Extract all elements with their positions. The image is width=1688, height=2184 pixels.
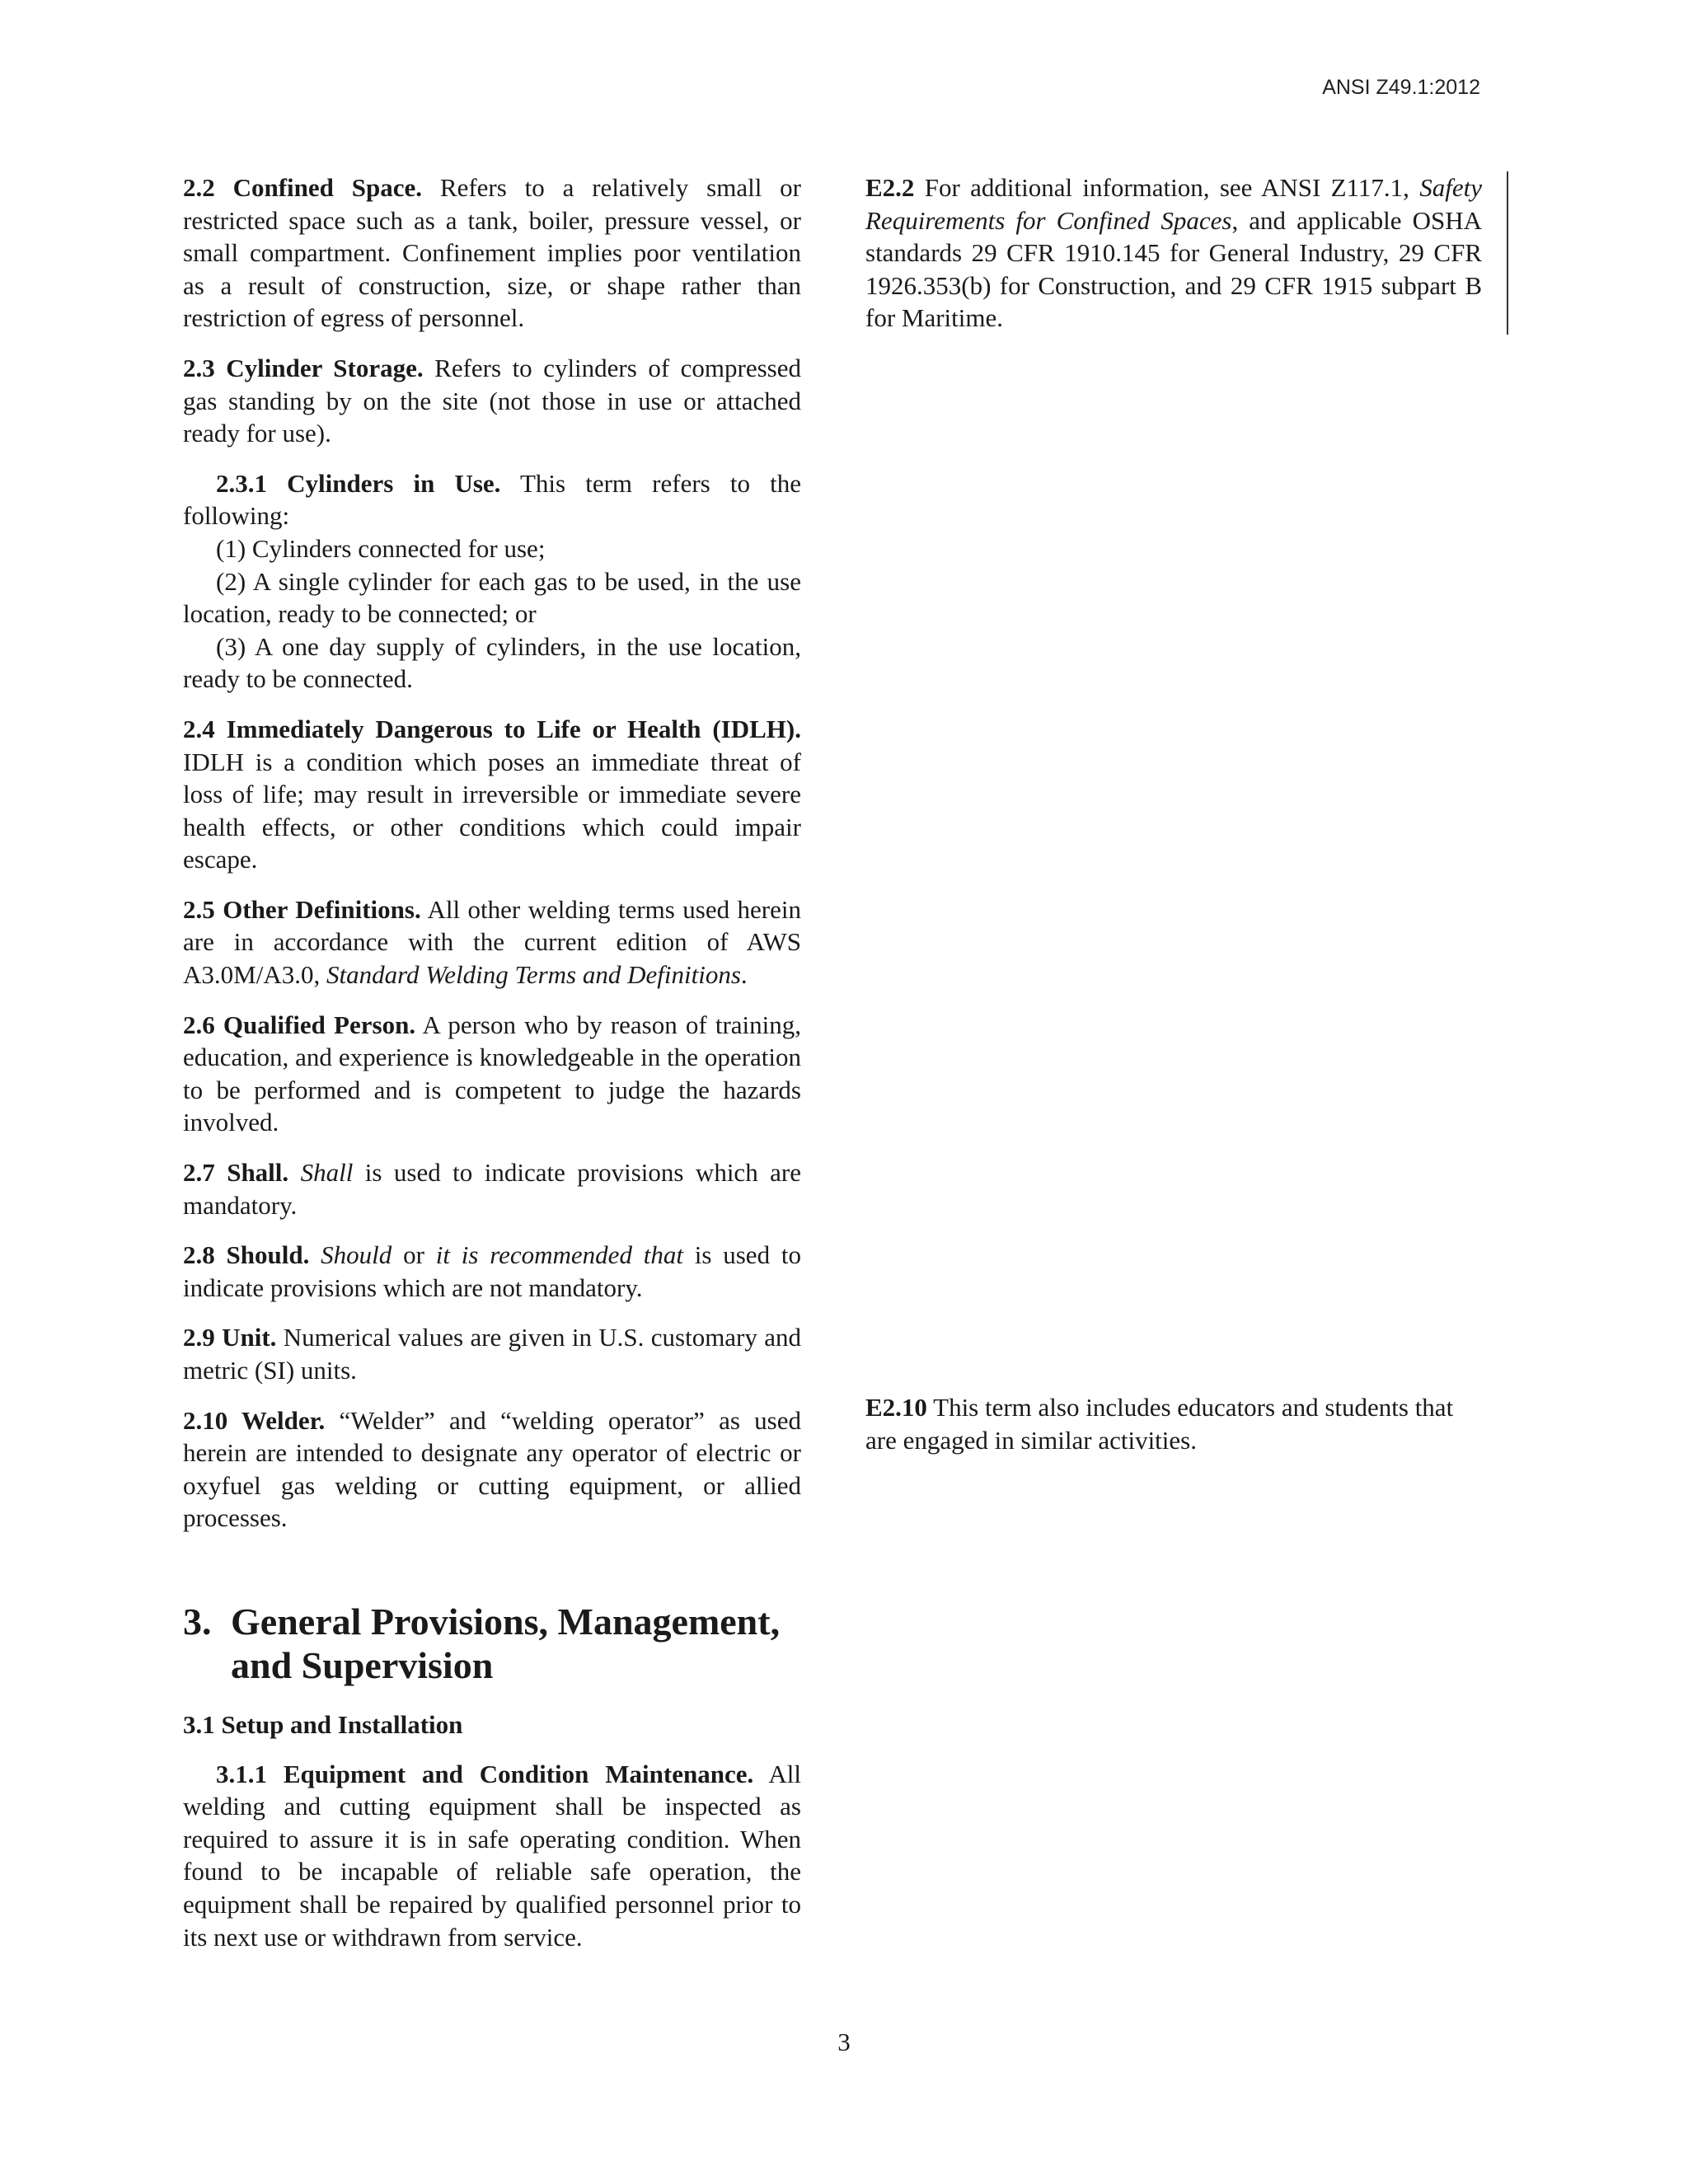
- definition-label: 2.7 Shall.: [183, 1158, 289, 1188]
- note-label: E2.2: [865, 173, 915, 202]
- definition-2-4: [183, 713, 801, 876]
- definition-text: All welding and cutting equipment shall be inspected as required to assure it is in safe operating condition. When found to be incapable of reliable safe operation, the equipment shall be repaired by qualified personnel prior to its next use or withdrawn from service.: [183, 1759, 801, 1952]
- list-item: (3) A one day supply of cylinders, in the use location, ready to be connected.: [183, 631, 801, 694]
- definition-label: 2.2 Confined Space.: [183, 173, 423, 202]
- definition-label: 2.5 Other Definitions.: [183, 894, 421, 924]
- term-emphasis: Should: [309, 1240, 392, 1270]
- definition-text: Numerical values are given in U.S. customary and metric (SI) units.: [183, 1323, 801, 1385]
- definition-2-6: [183, 1009, 801, 1139]
- note-body: For additional information, see ANSI Z117.1,: [914, 173, 1420, 202]
- definition-2-10: [183, 1404, 801, 1535]
- definition-text: is used to indicate provisions which are not mandatory.: [183, 1240, 801, 1302]
- term-emphasis: it is recommended that: [435, 1240, 683, 1270]
- definition-text-end: .: [740, 960, 748, 990]
- note-body: , and applicable OSHA standards 29 CFR 1910.145 for General Industry, 29 CFR 1926.353(b) for Construction, and 29 CFR 1915 subpart B for Maritime.: [865, 205, 1482, 333]
- definition-2-2: [183, 171, 801, 335]
- document-title-reference: Safety Requirements for Confined Spaces: [865, 173, 1482, 235]
- note-text: [865, 171, 1482, 335]
- definition-text: This term refers to the following:: [183, 468, 801, 531]
- definition-2-5: [183, 893, 801, 991]
- section-title: General Provisions, Management, and Supervision: [231, 1600, 781, 1686]
- definition-label: 2.3.1 Cylinders in Use.: [216, 468, 501, 498]
- section-3-heading: [183, 1600, 801, 1687]
- note-text: [865, 1391, 1484, 1456]
- explanatory-note-e2-10: [865, 1391, 1484, 1456]
- note-body: This term also includes educators and students that are engaged in similar activities.: [865, 1393, 1454, 1455]
- definition-text: or: [392, 1240, 436, 1270]
- document-title-reference: Standard Welding Terms and Definitions: [326, 960, 741, 990]
- definition-2-7: [183, 1156, 801, 1221]
- definition-text: IDLH is a condition which poses an immediate threat of loss of life; may result in irreversible or immediate severe health effects, or other conditions which could impair escape.: [183, 747, 801, 874]
- definition-text: A person who by reason of training, education, and experience is knowledgeable in the operation to be performed and is competent to judge the hazards involved.: [183, 1010, 801, 1137]
- definition-2-3-1: [183, 467, 801, 696]
- definition-label: 2.9 Unit.: [183, 1323, 277, 1352]
- definition-intro: [183, 467, 801, 532]
- definition-label: 2.6 Qualified Person.: [183, 1010, 416, 1039]
- definition-2-9: [183, 1321, 801, 1386]
- subsection-3-1-heading: 3.1 Setup and Installation: [183, 1709, 463, 1739]
- definition-label: 2.10 Welder.: [183, 1405, 326, 1435]
- term-emphasis: Shall: [288, 1158, 354, 1188]
- section-number: 3.: [183, 1600, 212, 1643]
- definition-text: is used to indicate provisions which are mandatory.: [183, 1158, 801, 1220]
- note-label: E2.10: [865, 1393, 927, 1422]
- definition-text: All other welding terms used herein are in accordance with the current edition of AWS A3.0M/A3.0,: [183, 894, 801, 990]
- definition-text: Refers to cylinders of compressed gas standing by on the site (not those in use or attached ready for use).: [183, 353, 801, 448]
- definition-text: Refers to a relatively small or restricted space such as a tank, boiler, pressure vessel, or small compartment. Confinement implies poor ventilation as a result of construction, size, or shape rather than restriction of egress of personnel.: [183, 173, 801, 333]
- left-column: [183, 171, 801, 1971]
- definition-label: 2.8 Should.: [183, 1240, 310, 1270]
- list-item: (2) A single cylinder for each gas to be used, in the use location, ready to be connected; or: [183, 566, 801, 629]
- definition-label: 2.3 Cylinder Storage.: [183, 353, 424, 382]
- list-item: (1) Cylinders connected for use;: [216, 533, 546, 563]
- definition-label: 3.1.1 Equipment and Condition Maintenance.: [216, 1759, 754, 1788]
- definition-2-8: [183, 1239, 801, 1304]
- definition-2-3: [183, 352, 801, 450]
- page-number: 3: [837, 2027, 851, 2056]
- definition-label: 2.4 Immediately Dangerous to Life or Health (IDLH).: [183, 714, 801, 743]
- explanatory-note-e2-2: [865, 171, 1508, 335]
- definition-3-1-1: [183, 1758, 801, 1954]
- definition-text: “Welder” and “welding operator” as used herein are intended to designate any operator of electric or oxyfuel gas welding or cutting equipment, or allied processes.: [183, 1405, 802, 1533]
- document-standard-header: ANSI Z49.1:2012: [1322, 76, 1480, 99]
